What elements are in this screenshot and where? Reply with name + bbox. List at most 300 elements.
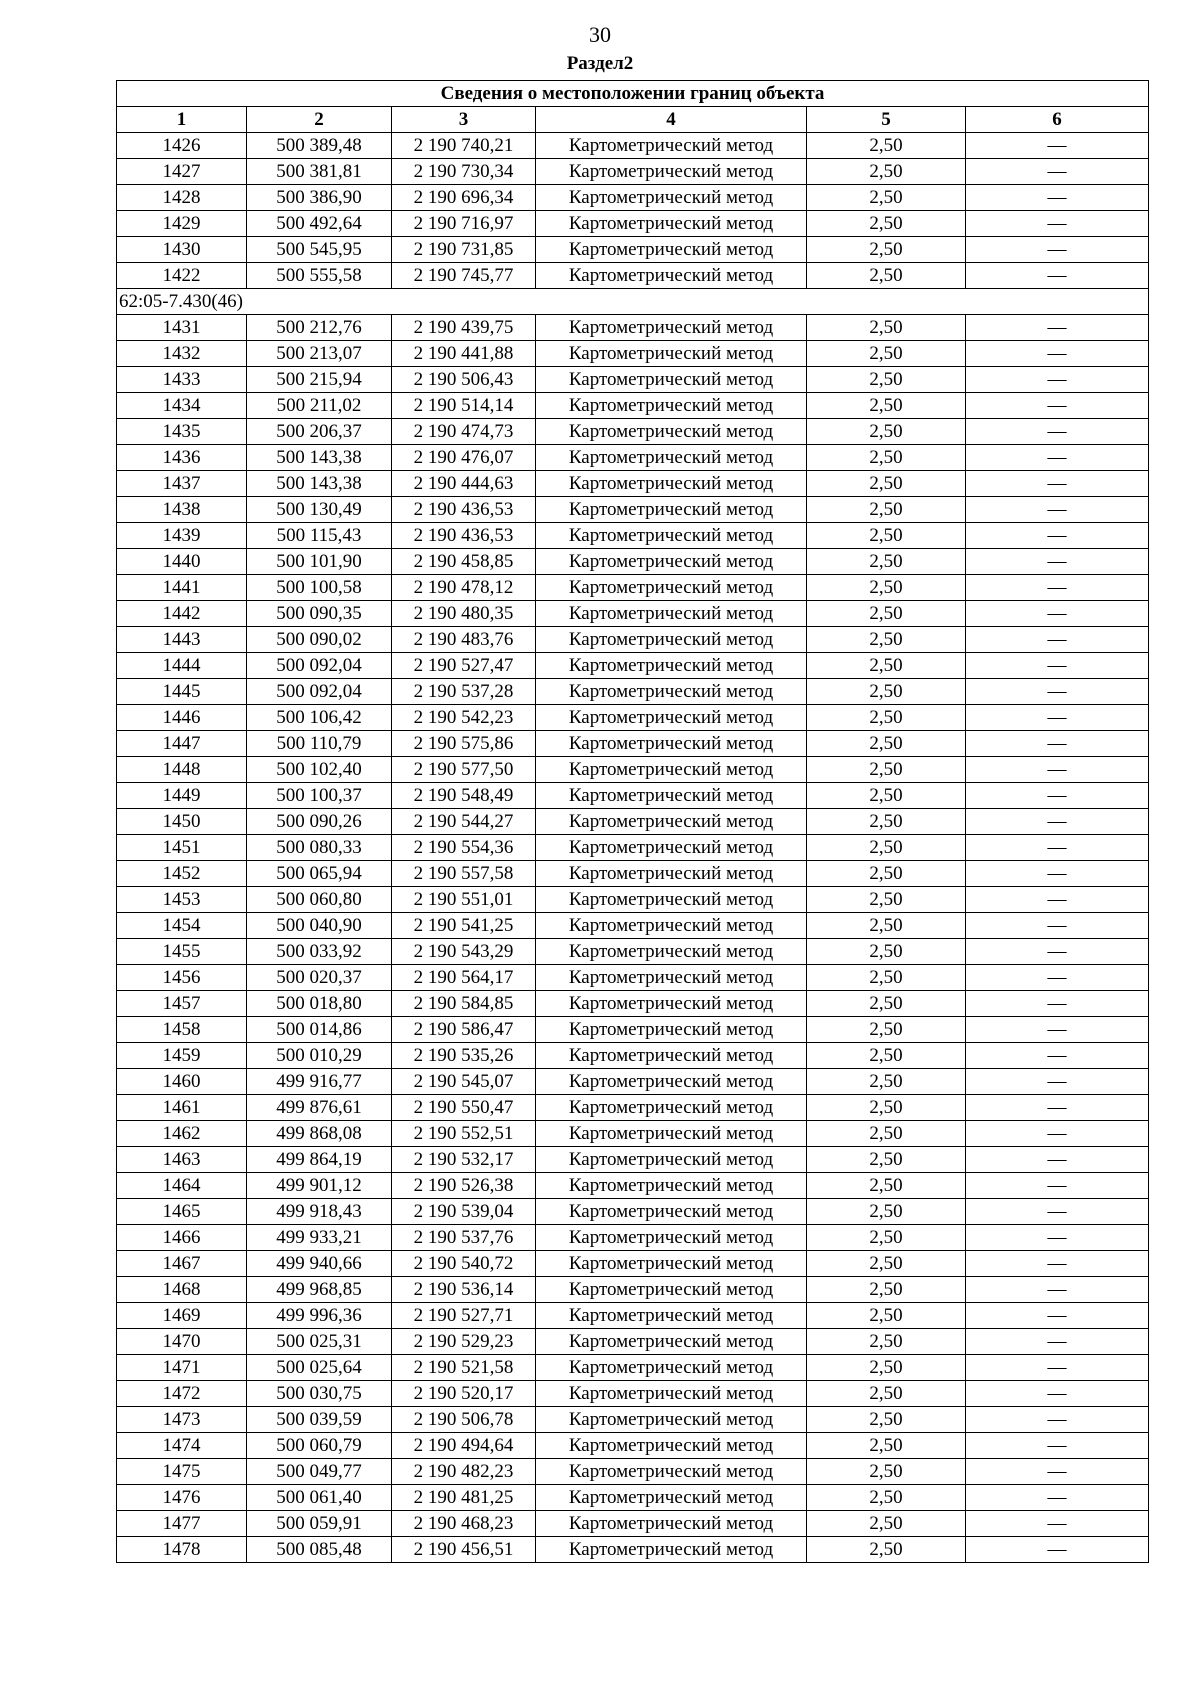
note-cell: — [966, 185, 1149, 211]
y-coordinate-cell: 2 190 544,27 [392, 809, 536, 835]
method-cell: Картометрический метод [536, 159, 807, 185]
y-coordinate-cell: 2 190 730,34 [392, 159, 536, 185]
method-cell: Картометрический метод [536, 237, 807, 263]
y-coordinate-cell: 2 190 436,53 [392, 523, 536, 549]
x-coordinate-cell: 500 059,91 [247, 1511, 392, 1537]
y-coordinate-cell: 2 190 740,21 [392, 133, 536, 159]
y-coordinate-cell: 2 190 529,23 [392, 1329, 536, 1355]
method-cell: Картометрический метод [536, 1537, 807, 1563]
accuracy-cell: 2,50 [807, 965, 966, 991]
accuracy-cell: 2,50 [807, 263, 966, 289]
method-cell: Картометрический метод [536, 705, 807, 731]
accuracy-cell: 2,50 [807, 783, 966, 809]
note-cell: — [966, 1407, 1149, 1433]
y-coordinate-cell: 2 190 575,86 [392, 731, 536, 757]
note-cell: — [966, 1355, 1149, 1381]
column-header: 3 [392, 107, 536, 133]
accuracy-cell: 2,50 [807, 809, 966, 835]
point-number-cell: 1455 [117, 939, 247, 965]
accuracy-cell: 2,50 [807, 1459, 966, 1485]
x-coordinate-cell: 500 143,38 [247, 471, 392, 497]
accuracy-cell: 2,50 [807, 1043, 966, 1069]
table-row [117, 185, 1149, 211]
point-number-cell: 1438 [117, 497, 247, 523]
x-coordinate-cell: 500 092,04 [247, 679, 392, 705]
x-coordinate-cell: 499 916,77 [247, 1069, 392, 1095]
accuracy-cell: 2,50 [807, 1095, 966, 1121]
y-coordinate-cell: 2 190 526,38 [392, 1173, 536, 1199]
x-coordinate-cell: 500 555,58 [247, 263, 392, 289]
y-coordinate-cell: 2 190 506,43 [392, 367, 536, 393]
accuracy-cell: 2,50 [807, 419, 966, 445]
accuracy-cell: 2,50 [807, 1173, 966, 1199]
method-cell: Картометрический метод [536, 341, 807, 367]
note-cell: — [966, 913, 1149, 939]
note-cell: — [966, 367, 1149, 393]
y-coordinate-cell: 2 190 436,53 [392, 497, 536, 523]
note-cell: — [966, 497, 1149, 523]
note-cell: — [966, 237, 1149, 263]
x-coordinate-cell: 500 386,90 [247, 185, 392, 211]
y-coordinate-cell: 2 190 514,14 [392, 393, 536, 419]
note-cell: — [966, 1147, 1149, 1173]
column-header: 1 [117, 107, 247, 133]
table-row [117, 1147, 1149, 1173]
point-number-cell: 1437 [117, 471, 247, 497]
note-cell: — [966, 653, 1149, 679]
point-number-cell: 1432 [117, 341, 247, 367]
method-cell: Картометрический метод [536, 1173, 807, 1199]
accuracy-cell: 2,50 [807, 575, 966, 601]
accuracy-cell: 2,50 [807, 133, 966, 159]
y-coordinate-cell: 2 190 520,17 [392, 1381, 536, 1407]
table-row [117, 1459, 1149, 1485]
point-number-cell: 1428 [117, 185, 247, 211]
y-coordinate-cell: 2 190 552,51 [392, 1121, 536, 1147]
column-number-row [117, 107, 1149, 133]
point-number-cell: 1476 [117, 1485, 247, 1511]
table-row [117, 1251, 1149, 1277]
note-cell: — [966, 887, 1149, 913]
note-cell: — [966, 575, 1149, 601]
x-coordinate-cell: 500 143,38 [247, 445, 392, 471]
accuracy-cell: 2,50 [807, 1355, 966, 1381]
table-row [117, 1433, 1149, 1459]
x-coordinate-cell: 500 545,95 [247, 237, 392, 263]
table-row [117, 367, 1149, 393]
note-cell: — [966, 1485, 1149, 1511]
note-cell: — [966, 419, 1149, 445]
method-cell: Картометрический метод [536, 679, 807, 705]
point-number-cell: 1456 [117, 965, 247, 991]
accuracy-cell: 2,50 [807, 601, 966, 627]
table-body [117, 133, 1149, 1563]
method-cell: Картометрический метод [536, 757, 807, 783]
accuracy-cell: 2,50 [807, 731, 966, 757]
y-coordinate-cell: 2 190 521,58 [392, 1355, 536, 1381]
x-coordinate-cell: 500 212,76 [247, 315, 392, 341]
accuracy-cell: 2,50 [807, 835, 966, 861]
table-row [117, 1277, 1149, 1303]
note-cell: — [966, 549, 1149, 575]
method-cell: Картометрический метод [536, 1329, 807, 1355]
table-row [117, 1173, 1149, 1199]
point-number-cell: 1472 [117, 1381, 247, 1407]
method-cell: Картометрический метод [536, 1459, 807, 1485]
point-number-cell: 1473 [117, 1407, 247, 1433]
note-cell: — [966, 1277, 1149, 1303]
x-coordinate-cell: 500 110,79 [247, 731, 392, 757]
note-cell: — [966, 1225, 1149, 1251]
x-coordinate-cell: 500 080,33 [247, 835, 392, 861]
cadastral-group-label: 62:05-7.430(46) [117, 289, 1149, 315]
x-coordinate-cell: 500 389,48 [247, 133, 392, 159]
table-row [117, 627, 1149, 653]
y-coordinate-cell: 2 190 482,23 [392, 1459, 536, 1485]
note-cell: — [966, 731, 1149, 757]
y-coordinate-cell: 2 190 557,58 [392, 861, 536, 887]
method-cell: Картометрический метод [536, 133, 807, 159]
x-coordinate-cell: 499 864,19 [247, 1147, 392, 1173]
table-row [117, 263, 1149, 289]
accuracy-cell: 2,50 [807, 913, 966, 939]
table-row [117, 731, 1149, 757]
y-coordinate-cell: 2 190 696,34 [392, 185, 536, 211]
method-cell: Картометрический метод [536, 523, 807, 549]
accuracy-cell: 2,50 [807, 1407, 966, 1433]
method-cell: Картометрический метод [536, 1485, 807, 1511]
point-number-cell: 1461 [117, 1095, 247, 1121]
table-row [117, 159, 1149, 185]
method-cell: Картометрический метод [536, 783, 807, 809]
y-coordinate-cell: 2 190 480,35 [392, 601, 536, 627]
point-number-cell: 1460 [117, 1069, 247, 1095]
y-coordinate-cell: 2 190 527,47 [392, 653, 536, 679]
y-coordinate-cell: 2 190 716,97 [392, 211, 536, 237]
note-cell: — [966, 1329, 1149, 1355]
accuracy-cell: 2,50 [807, 705, 966, 731]
method-cell: Картометрический метод [536, 1225, 807, 1251]
table-row [117, 1121, 1149, 1147]
note-cell: — [966, 1095, 1149, 1121]
x-coordinate-cell: 500 090,35 [247, 601, 392, 627]
accuracy-cell: 2,50 [807, 939, 966, 965]
accuracy-cell: 2,50 [807, 1199, 966, 1225]
table-row [117, 1043, 1149, 1069]
x-coordinate-cell: 500 213,07 [247, 341, 392, 367]
method-cell: Картометрический метод [536, 601, 807, 627]
y-coordinate-cell: 2 190 444,63 [392, 471, 536, 497]
y-coordinate-cell: 2 190 441,88 [392, 341, 536, 367]
y-coordinate-cell: 2 190 540,72 [392, 1251, 536, 1277]
method-cell: Картометрический метод [536, 1069, 807, 1095]
point-number-cell: 1445 [117, 679, 247, 705]
note-cell: — [966, 1459, 1149, 1485]
point-number-cell: 1435 [117, 419, 247, 445]
note-cell: — [966, 809, 1149, 835]
column-header: 4 [536, 107, 807, 133]
point-number-cell: 1454 [117, 913, 247, 939]
point-number-cell: 1450 [117, 809, 247, 835]
x-coordinate-cell: 500 100,58 [247, 575, 392, 601]
table-row [117, 549, 1149, 575]
point-number-cell: 1463 [117, 1147, 247, 1173]
method-cell: Картометрический метод [536, 419, 807, 445]
accuracy-cell: 2,50 [807, 1433, 966, 1459]
x-coordinate-cell: 500 033,92 [247, 939, 392, 965]
x-coordinate-cell: 500 010,29 [247, 1043, 392, 1069]
point-number-cell: 1448 [117, 757, 247, 783]
y-coordinate-cell: 2 190 539,04 [392, 1199, 536, 1225]
accuracy-cell: 2,50 [807, 1017, 966, 1043]
table-row [117, 1199, 1149, 1225]
x-coordinate-cell: 499 933,21 [247, 1225, 392, 1251]
note-cell: — [966, 783, 1149, 809]
table-row [117, 783, 1149, 809]
method-cell: Картометрический метод [536, 1303, 807, 1329]
accuracy-cell: 2,50 [807, 185, 966, 211]
y-coordinate-cell: 2 190 535,26 [392, 1043, 536, 1069]
method-cell: Картометрический метод [536, 653, 807, 679]
method-cell: Картометрический метод [536, 1121, 807, 1147]
section-label: Раздел2 [566, 53, 634, 74]
method-cell: Картометрический метод [536, 887, 807, 913]
accuracy-cell: 2,50 [807, 445, 966, 471]
y-coordinate-cell: 2 190 584,85 [392, 991, 536, 1017]
x-coordinate-cell: 500 030,75 [247, 1381, 392, 1407]
method-cell: Картометрический метод [536, 731, 807, 757]
y-coordinate-cell: 2 190 545,07 [392, 1069, 536, 1095]
note-cell: — [966, 1303, 1149, 1329]
x-coordinate-cell: 499 968,85 [247, 1277, 392, 1303]
point-number-cell: 1447 [117, 731, 247, 757]
x-coordinate-cell: 500 115,43 [247, 523, 392, 549]
method-cell: Картометрический метод [536, 1095, 807, 1121]
accuracy-cell: 2,50 [807, 1069, 966, 1095]
point-number-cell: 1459 [117, 1043, 247, 1069]
point-number-cell: 1431 [117, 315, 247, 341]
accuracy-cell: 2,50 [807, 1511, 966, 1537]
accuracy-cell: 2,50 [807, 497, 966, 523]
y-coordinate-cell: 2 190 537,28 [392, 679, 536, 705]
table-row [117, 705, 1149, 731]
note-cell: — [966, 1017, 1149, 1043]
y-coordinate-cell: 2 190 476,07 [392, 445, 536, 471]
accuracy-cell: 2,50 [807, 549, 966, 575]
note-cell: — [966, 1251, 1149, 1277]
accuracy-cell: 2,50 [807, 1381, 966, 1407]
y-coordinate-cell: 2 190 439,75 [392, 315, 536, 341]
accuracy-cell: 2,50 [807, 523, 966, 549]
table-row [117, 497, 1149, 523]
method-cell: Картометрический метод [536, 1277, 807, 1303]
accuracy-cell: 2,50 [807, 237, 966, 263]
y-coordinate-cell: 2 190 456,51 [392, 1537, 536, 1563]
table-row [117, 653, 1149, 679]
point-number-cell: 1468 [117, 1277, 247, 1303]
note-cell: — [966, 1069, 1149, 1095]
note-cell: — [966, 601, 1149, 627]
x-coordinate-cell: 499 901,12 [247, 1173, 392, 1199]
table-row [117, 757, 1149, 783]
table-row [117, 913, 1149, 939]
method-cell: Картометрический метод [536, 1511, 807, 1537]
method-cell: Картометрический метод [536, 393, 807, 419]
accuracy-cell: 2,50 [807, 1251, 966, 1277]
x-coordinate-cell: 500 060,79 [247, 1433, 392, 1459]
accuracy-cell: 2,50 [807, 861, 966, 887]
x-coordinate-cell: 500 061,40 [247, 1485, 392, 1511]
x-coordinate-cell: 500 065,94 [247, 861, 392, 887]
table-row [117, 393, 1149, 419]
accuracy-cell: 2,50 [807, 315, 966, 341]
y-coordinate-cell: 2 190 527,71 [392, 1303, 536, 1329]
accuracy-cell: 2,50 [807, 1225, 966, 1251]
point-number-cell: 1465 [117, 1199, 247, 1225]
x-coordinate-cell: 500 060,80 [247, 887, 392, 913]
x-coordinate-cell: 500 090,02 [247, 627, 392, 653]
table-row [117, 471, 1149, 497]
x-coordinate-cell: 500 039,59 [247, 1407, 392, 1433]
y-coordinate-cell: 2 190 564,17 [392, 965, 536, 991]
method-cell: Картометрический метод [536, 965, 807, 991]
x-coordinate-cell: 500 101,90 [247, 549, 392, 575]
note-cell: — [966, 445, 1149, 471]
note-cell: — [966, 1381, 1149, 1407]
y-coordinate-cell: 2 190 731,85 [392, 237, 536, 263]
method-cell: Картометрический метод [536, 445, 807, 471]
y-coordinate-cell: 2 190 536,14 [392, 1277, 536, 1303]
table-row [117, 835, 1149, 861]
table-row [117, 939, 1149, 965]
y-coordinate-cell: 2 190 478,12 [392, 575, 536, 601]
x-coordinate-cell: 499 940,66 [247, 1251, 392, 1277]
note-cell: — [966, 991, 1149, 1017]
x-coordinate-cell: 500 092,04 [247, 653, 392, 679]
table-row [117, 237, 1149, 263]
note-cell: — [966, 471, 1149, 497]
point-number-cell: 1426 [117, 133, 247, 159]
table-row [117, 991, 1149, 1017]
point-number-cell: 1470 [117, 1329, 247, 1355]
method-cell: Картометрический метод [536, 809, 807, 835]
x-coordinate-cell: 499 996,36 [247, 1303, 392, 1329]
accuracy-cell: 2,50 [807, 757, 966, 783]
note-cell: — [966, 1537, 1149, 1563]
table-row [117, 315, 1149, 341]
accuracy-cell: 2,50 [807, 341, 966, 367]
method-cell: Картометрический метод [536, 1199, 807, 1225]
y-coordinate-cell: 2 190 745,77 [392, 263, 536, 289]
column-header: 5 [807, 107, 966, 133]
y-coordinate-cell: 2 190 506,78 [392, 1407, 536, 1433]
method-cell: Картометрический метод [536, 1251, 807, 1277]
table-row [117, 575, 1149, 601]
table-row [117, 1485, 1149, 1511]
point-number-cell: 1441 [117, 575, 247, 601]
y-coordinate-cell: 2 190 548,49 [392, 783, 536, 809]
y-coordinate-cell: 2 190 542,23 [392, 705, 536, 731]
table-row [117, 1329, 1149, 1355]
y-coordinate-cell: 2 190 483,76 [392, 627, 536, 653]
page-number: 30 [589, 22, 611, 47]
method-cell: Картометрический метод [536, 575, 807, 601]
point-number-cell: 1477 [117, 1511, 247, 1537]
accuracy-cell: 2,50 [807, 1147, 966, 1173]
note-cell: — [966, 1199, 1149, 1225]
x-coordinate-cell: 499 868,08 [247, 1121, 392, 1147]
x-coordinate-cell: 500 106,42 [247, 705, 392, 731]
method-cell: Картометрический метод [536, 939, 807, 965]
note-cell: — [966, 133, 1149, 159]
x-coordinate-cell: 499 876,61 [247, 1095, 392, 1121]
table-row [117, 679, 1149, 705]
method-cell: Картометрический метод [536, 1017, 807, 1043]
method-cell: Картометрический метод [536, 367, 807, 393]
point-number-cell: 1451 [117, 835, 247, 861]
method-cell: Картометрический метод [536, 1043, 807, 1069]
note-cell: — [966, 341, 1149, 367]
method-cell: Картометрический метод [536, 1407, 807, 1433]
y-coordinate-cell: 2 190 474,73 [392, 419, 536, 445]
x-coordinate-cell: 500 014,86 [247, 1017, 392, 1043]
point-number-cell: 1458 [117, 1017, 247, 1043]
note-cell: — [966, 965, 1149, 991]
note-cell: — [966, 1433, 1149, 1459]
accuracy-cell: 2,50 [807, 653, 966, 679]
y-coordinate-cell: 2 190 554,36 [392, 835, 536, 861]
x-coordinate-cell: 500 020,37 [247, 965, 392, 991]
point-number-cell: 1427 [117, 159, 247, 185]
accuracy-cell: 2,50 [807, 1303, 966, 1329]
table-row [117, 1355, 1149, 1381]
table-row [117, 887, 1149, 913]
y-coordinate-cell: 2 190 458,85 [392, 549, 536, 575]
table-row [117, 1017, 1149, 1043]
method-cell: Картометрический метод [536, 497, 807, 523]
point-number-cell: 1467 [117, 1251, 247, 1277]
method-cell: Картометрический метод [536, 1433, 807, 1459]
x-coordinate-cell: 500 025,64 [247, 1355, 392, 1381]
method-cell: Картометрический метод [536, 185, 807, 211]
method-cell: Картометрический метод [536, 263, 807, 289]
x-coordinate-cell: 500 085,48 [247, 1537, 392, 1563]
x-coordinate-cell: 500 018,80 [247, 991, 392, 1017]
table-title-row [117, 81, 1149, 107]
note-cell: — [966, 263, 1149, 289]
method-cell: Картометрический метод [536, 315, 807, 341]
accuracy-cell: 2,50 [807, 211, 966, 237]
y-coordinate-cell: 2 190 550,47 [392, 1095, 536, 1121]
method-cell: Картометрический метод [536, 1355, 807, 1381]
accuracy-cell: 2,50 [807, 367, 966, 393]
table-row [117, 211, 1149, 237]
accuracy-cell: 2,50 [807, 887, 966, 913]
table-row [117, 523, 1149, 549]
note-cell: — [966, 1173, 1149, 1199]
point-number-cell: 1444 [117, 653, 247, 679]
point-number-cell: 1440 [117, 549, 247, 575]
method-cell: Картометрический метод [536, 549, 807, 575]
point-number-cell: 1446 [117, 705, 247, 731]
method-cell: Картометрический метод [536, 913, 807, 939]
y-coordinate-cell: 2 190 532,17 [392, 1147, 536, 1173]
accuracy-cell: 2,50 [807, 1277, 966, 1303]
accuracy-cell: 2,50 [807, 393, 966, 419]
x-coordinate-cell: 500 206,37 [247, 419, 392, 445]
table-row [117, 1511, 1149, 1537]
method-cell: Картометрический метод [536, 991, 807, 1017]
